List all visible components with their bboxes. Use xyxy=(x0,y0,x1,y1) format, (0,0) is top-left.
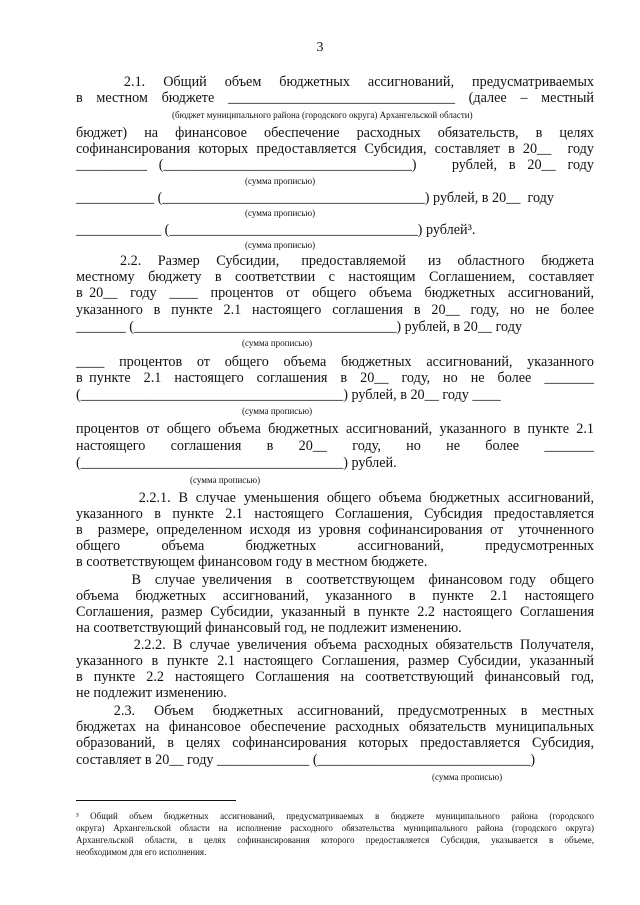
footnote-separator xyxy=(76,800,236,801)
text-line: в соответствующем финансовом году в местном бюджете. xyxy=(76,554,428,570)
text-line: общего объема бюджетных ассигнований, предусмотренных xyxy=(76,538,594,554)
text-line: не подлежит изменению. xyxy=(76,685,227,701)
footnote-line: ³ Общий объем бюджетных ассигнований, предусматриваемых в бюджете муниципального района (городского xyxy=(76,811,594,821)
text-line: (_____________________________________) рублей. xyxy=(76,455,397,471)
text-line: ____ процентов от общего объема бюджетных ассигнований, указанного xyxy=(76,354,594,370)
field-caption: (сумма прописью) xyxy=(245,240,316,250)
text-line: составляет в 20__ году _____________ (______________________________) xyxy=(76,752,536,768)
text-line: 2.1. Общий объем бюджетных ассигнований, предусматриваемых xyxy=(76,74,594,90)
field-caption: (бюджет муниципального района (городского округа) Архангельской области) xyxy=(172,110,473,120)
footnote-line: округа) Архангельской области на исполнение расходного обязательства муниципального района (городского округа) xyxy=(76,823,594,833)
text-line: бюджетах на финансовое обеспечение расходных обязательств муниципальных xyxy=(76,719,594,735)
text-line: в размере, определенном исходя из уровня софинансирования от уточненного xyxy=(76,522,594,538)
text-line: процентов от общего объема бюджетных ассигнований, указанного в пункте 2.1 xyxy=(76,421,594,437)
text-line: _______ (_____________________________________) рублей, в 20__ году xyxy=(76,319,523,335)
text-line: в пункте 2.2 настоящего Соглашения на соответствующий финансовый год, xyxy=(76,669,594,685)
field-caption: (сумма прописью) xyxy=(242,406,313,416)
text-line: указанного в пункте 2.1 настоящего соглашения в 20__ году, но не более xyxy=(76,302,594,318)
field-caption: (сумма прописью) xyxy=(245,208,316,218)
text-line: 2.2.1. В случае уменьшения общего объема бюджетных ассигнований, xyxy=(76,490,594,506)
text-line: в 20__ году ____ процентов от общего объема бюджетных ассигнований, xyxy=(76,285,594,301)
text-line: Соглашения, размер Субсидии, указанный в пункте 2.2 настоящего Соглашения xyxy=(76,604,594,620)
text-line: образований, в целях софинансирования которых предоставляется Субсидия, xyxy=(76,735,594,751)
text-line: 2.3. Объем бюджетных ассигнований, предусмотренных в местных xyxy=(76,703,594,719)
text-line: __________ (___________________________________) рублей, в 20__ году xyxy=(76,157,594,173)
text-line: 2.2.2. В случае увеличения объема расходных обязательств Получателя, xyxy=(76,637,594,653)
text-line: ___________ (_____________________________________) рублей, в 20__ году xyxy=(76,190,554,206)
text-line: (_____________________________________) рублей, в 20__ году ____ xyxy=(76,387,501,403)
text-line: В случае увеличения в соответствующем финансовом году общего xyxy=(76,572,594,588)
field-caption: (сумма прописью) xyxy=(242,338,313,348)
text-line: 2.2. Размер Субсидии, предоставляемой из областного бюджета xyxy=(76,253,594,269)
field-caption: (сумма прописью) xyxy=(432,772,503,782)
footnote-line: Архангельской области, в целях софинансирования которого предоставляется Субсидия, указывается в объеме, xyxy=(76,835,594,845)
text-line: указанного в пункте 2.1 настоящего Соглашения, Субсидия предоставляется xyxy=(76,506,594,522)
text-line: на соответствующий финансовый год, не подлежит изменению. xyxy=(76,620,462,636)
text-line: в местном бюджете ________________________________ (далее – местный xyxy=(76,90,594,106)
field-caption: (сумма прописью) xyxy=(190,475,261,485)
text-line: софинансирования которых предоставляется Субсидия, составляет в 20__ году xyxy=(76,141,594,157)
field-caption: (сумма прописью) xyxy=(245,176,316,186)
footnote-line: необходимом для его исполнения. xyxy=(76,847,207,857)
text-line: объема бюджетных ассигнований, указанного в пункте 2.1 настоящего xyxy=(76,588,594,604)
text-line: местному бюджету в соответствии с настоящим Соглашением, составляет xyxy=(76,269,594,285)
text-line: в пункте 2.1 настоящего соглашения в 20__ году, но не более _______ xyxy=(76,370,594,386)
text-line: указанного в пункте 2.1 настоящего Соглашения, размер Субсидии, указанный xyxy=(76,653,594,669)
page-number: 3 xyxy=(316,40,324,55)
text-line: бюджет) на финансовое обеспечение расходных обязательств, в целях xyxy=(76,125,594,141)
text-line: настоящего соглашения в 20__ году, но не более _______ xyxy=(76,438,594,454)
text-line: ____________ (___________________________________) рублей³. xyxy=(76,222,476,238)
